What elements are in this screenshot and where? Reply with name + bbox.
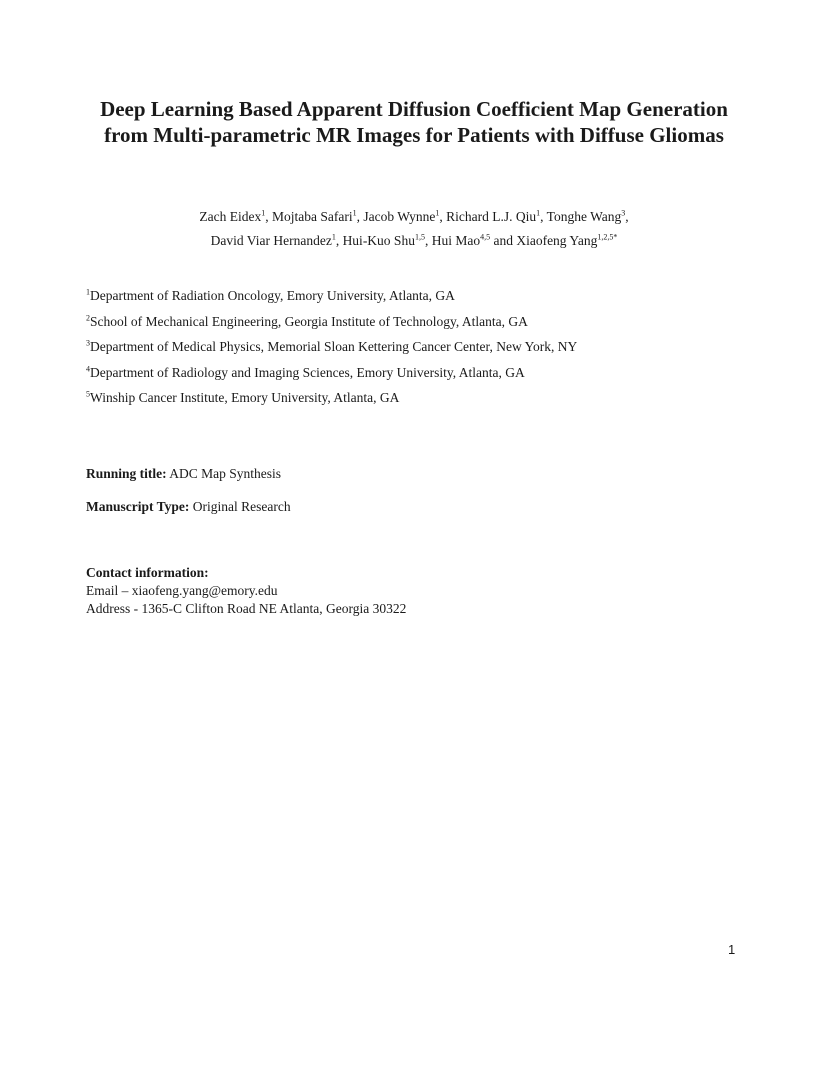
affiliation-number: 2 [86,313,90,322]
page-number: 1 [728,942,736,957]
author-list [0,205,828,253]
affiliation-item [86,283,746,309]
author-separator: , [265,209,272,224]
author-affiliation-mark: 1 [435,208,440,218]
author-name: Jacob Wynne [363,209,436,224]
title-line-2: from Multi-parametric MR Images for Patients with Diffuse Gliomas [104,123,724,147]
author-affiliation-mark: 1 [536,208,541,218]
author-name: Tonghe Wang [546,209,622,224]
manuscript-type-value: Original Research [189,499,291,514]
running-title-label: Running title: [86,466,167,481]
affiliation-text: Department of Radiology and Imaging Sciences, Emory University, Atlanta, GA [90,364,525,380]
paper-title [0,96,828,148]
author-separator: , [540,209,547,224]
author-separator: , [424,233,432,248]
author-separator: , [356,209,364,224]
author-name: Mojtaba Safari [271,209,353,224]
manuscript-type [86,498,746,516]
author-affiliation-mark: 1,5 [414,232,425,242]
running-title [86,465,746,483]
author-name: Zach Eidex [199,209,262,224]
author-separator: , [625,209,629,224]
affiliation-list [86,283,746,411]
contact-information [86,564,746,618]
author-separator: , [335,233,343,248]
author-name: Hui-Kuo Shu [342,233,415,248]
affiliation-item [86,360,746,386]
author-affiliation-mark: 1 [261,208,266,218]
affiliation-text: Department of Radiation Oncology, Emory University, Atlanta, GA [90,288,455,303]
affiliation-text: School of Mechanical Engineering, Georgia Institute of Technology, Atlanta, GA [90,313,528,329]
affiliation-number: 4 [86,364,90,373]
manuscript-type-label: Manuscript Type: [86,499,190,514]
author-affiliation-mark: 1,2,5* [597,232,618,242]
author-separator: , [439,209,447,224]
contact-heading: Contact information: [86,565,209,580]
running-title-value: ADC Map Synthesis [166,466,282,481]
affiliation-number: 3 [86,338,90,348]
affiliation-text: Department of Medical Physics, Memorial Sloan Kettering Cancer Center, New York, NY [90,339,578,354]
affiliation-item [86,385,746,411]
contact-email: Email – xiaofeng.yang@emory.edu [86,583,278,598]
author-affiliation-mark: 3 [621,208,626,218]
affiliation-number: 5 [86,389,90,399]
author-line-2 [0,229,828,253]
author-name: Richard L.J. Qiu [446,209,537,224]
affiliation-item [86,309,746,335]
author-name: David Viar Hernandez [210,233,332,248]
author-name: Xiaofeng Yang [516,233,598,248]
author-line-1 [0,205,828,229]
contact-address: Address - 1365-C Clifton Road NE Atlanta, Georgia 30322 [86,601,407,616]
author-affiliation-mark: 1 [352,208,357,218]
author-separator: and [490,233,517,248]
affiliation-text: Winship Cancer Institute, Emory University, Atlanta, GA [90,390,400,405]
affiliation-item [86,334,746,360]
author-name: Hui Mao [431,233,481,248]
affiliation-number: 1 [86,287,90,297]
title-line-1: Deep Learning Based Apparent Diffusion Coefficient Map Generation [100,97,728,121]
author-affiliation-mark: 4,5 [480,232,491,242]
author-affiliation-mark: 1 [331,232,336,242]
